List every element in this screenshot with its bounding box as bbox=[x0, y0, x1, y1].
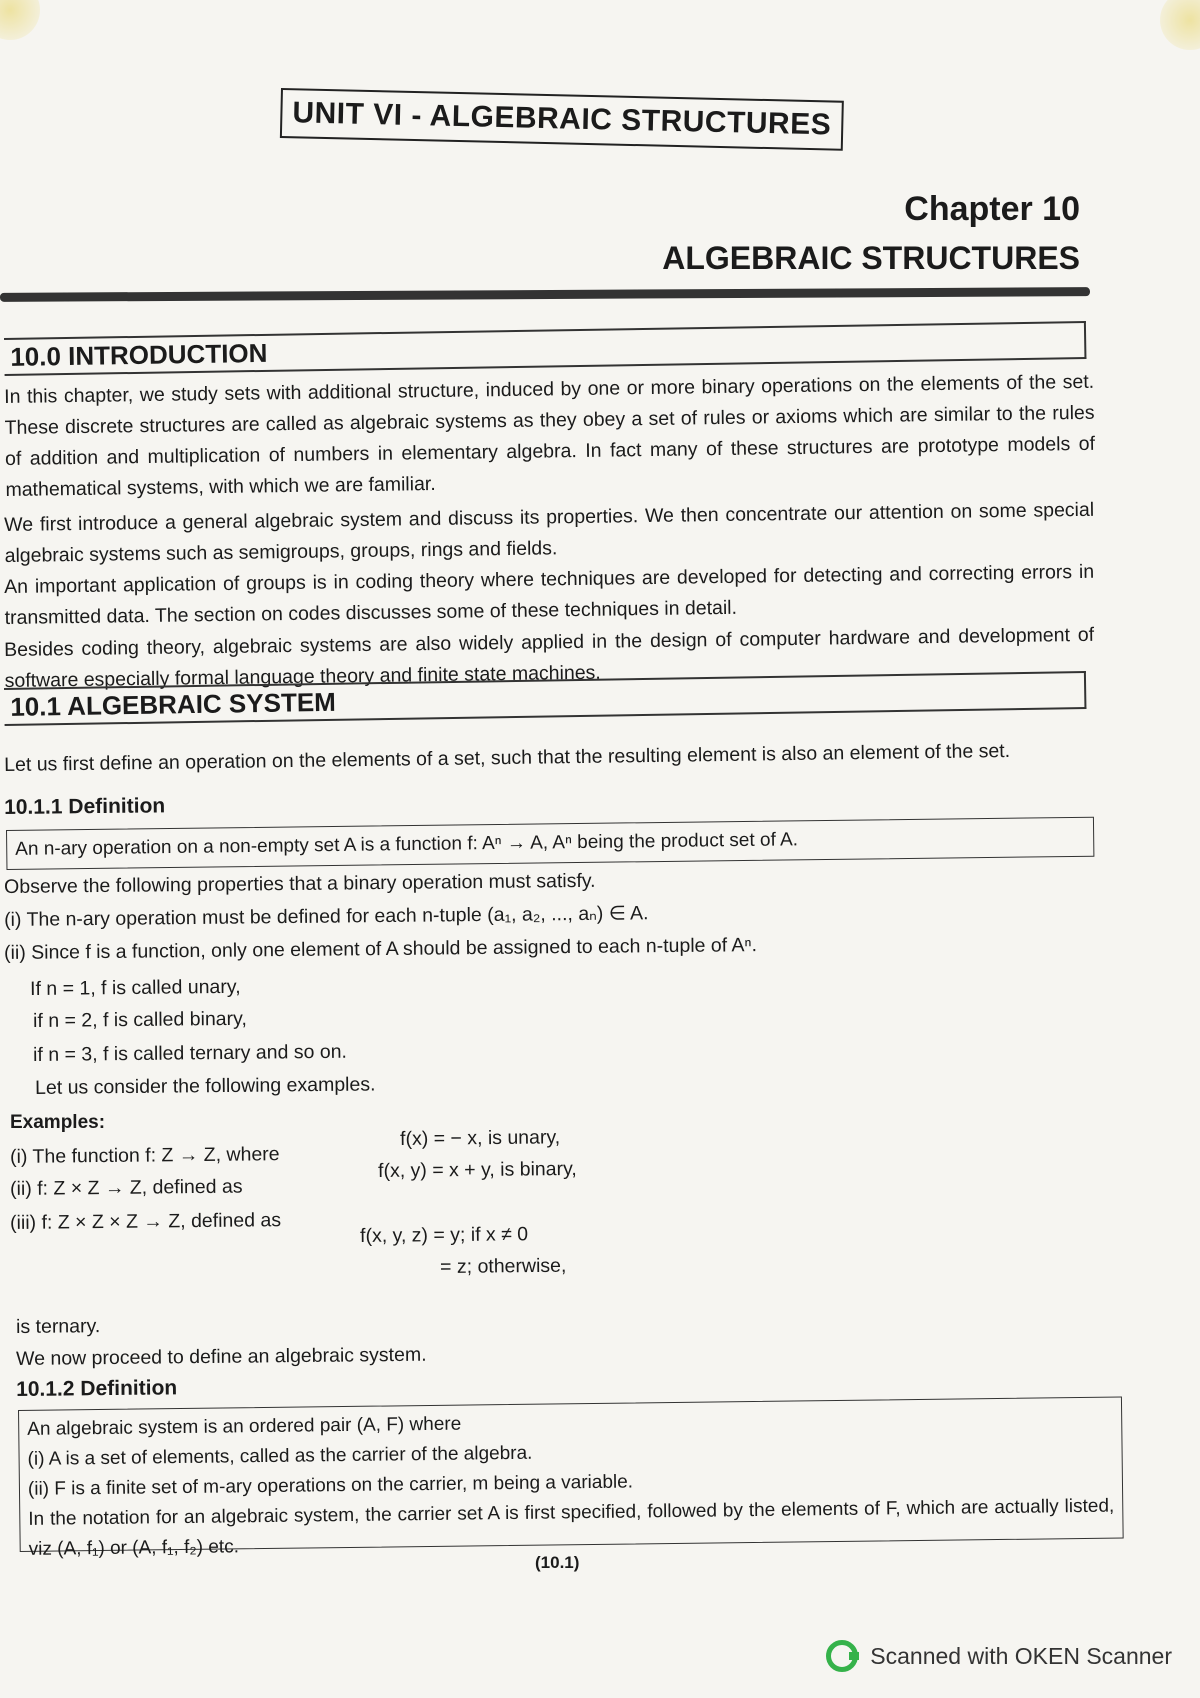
page-number: (10.1) bbox=[535, 1553, 580, 1572]
observe-text: Observe the following properties that a binary operation must satisfy. bbox=[4, 869, 596, 898]
case-ternary: if n = 3, f is called ternary and so on. bbox=[33, 1040, 348, 1066]
unit-title: UNIT VI - ALGEBRAIC STRUCTURES bbox=[280, 88, 844, 151]
intro-heading: 10.0 INTRODUCTION bbox=[10, 337, 268, 372]
scanner-label: Scanned with OKEN Scanner bbox=[870, 1642, 1172, 1669]
def2-heading: 10.1.2 Definition bbox=[16, 1376, 178, 1401]
intro-paragraph-4: Besides coding theory, algebraic systems are also widely applied in the design of computer hardware and development of software especially formal language theory and finite state machines. bbox=[4, 623, 1095, 692]
def2-line-2: (i) A is a set of elements, called as the carrier of the algebra. bbox=[27, 1442, 533, 1470]
intro-paragraph-1: In this chapter, we study sets with additional structure, induced by one or more binary operations on the elements of the set. These discrete structures are called as algebraic systems as they obey a set of rules or axioms which are similar to the rules of addition and multiplication of numbers in elementary algebra. In fact many of these structures are prototype models of mathematical systems, with which we are familiar. bbox=[4, 370, 1096, 501]
examples-label: Examples: bbox=[10, 1112, 106, 1133]
case-unary: If n = 1, f is called unary, bbox=[30, 975, 241, 1000]
example-left-1: (i) The function f: Z → Z, where bbox=[10, 1143, 280, 1168]
scanner-watermark bbox=[826, 1640, 1172, 1672]
paper-stain bbox=[0, 0, 40, 40]
def1-box bbox=[6, 817, 1094, 870]
property-i: (i) The n-ary operation must be defined for each n-tuple (a₁, a₂, ..., aₙ) ∈ A. bbox=[4, 902, 649, 931]
example-right-1: f(x) = − x, is unary, bbox=[400, 1126, 561, 1150]
proceed-text: We now proceed to define an algebraic system. bbox=[16, 1343, 427, 1370]
example-right-4: = z; otherwise, bbox=[440, 1254, 567, 1278]
oken-logo-icon bbox=[826, 1640, 858, 1672]
example-right-3: f(x, y, z) = y; if x ≠ 0 bbox=[360, 1223, 529, 1247]
chapter-title: ALGEBRAIC STRUCTURES bbox=[662, 240, 1080, 276]
def1-heading: 10.1.1 Definition bbox=[4, 794, 166, 819]
property-ii: (ii) Since f is a function, only one element of A should be assigned to each n-tuple of Aⁿ. bbox=[4, 934, 758, 964]
consider-text: Let us consider the following examples. bbox=[35, 1073, 376, 1099]
intro-paragraph-2: We first introduce a general algebraic system and discuss its properties. We then concentrate our attention on some special algebraic systems such as semigroups, groups, rings and fields. bbox=[4, 498, 1095, 567]
example-right-2: f(x, y) = x + y, is binary, bbox=[378, 1157, 577, 1182]
chapter-divider bbox=[0, 287, 1090, 302]
def2-line-4: In the notation for an algebraic system, the carrier set A is first specified, followed by the elements of F, which are actually listed, viz (A, f₁) or (A, f₁, f₂) etc. bbox=[28, 1495, 1115, 1560]
alg-heading: 10.1 ALGEBRAIC SYSTEM bbox=[10, 686, 337, 722]
chapter-number: Chapter 10 bbox=[904, 190, 1080, 228]
paper-stain bbox=[1160, 0, 1200, 50]
intro-paragraph-3: An important application of groups is in coding theory where techniques are developed for detecting and correcting errors in transmitted data. The section on codes discusses some of these techniques in detail. bbox=[4, 560, 1095, 629]
def2-line-3: (ii) F is a finite set of m-ary operations on the carrier, m being a variable. bbox=[27, 1471, 634, 1500]
def2-box bbox=[18, 1397, 1124, 1560]
def2-line-1: An algebraic system is an ordered pair (A, F) where bbox=[27, 1413, 462, 1440]
is-ternary-text: is ternary. bbox=[16, 1315, 101, 1338]
example-left-3: (iii) f: Z × Z × Z → Z, defined as bbox=[10, 1209, 282, 1234]
case-binary: if n = 2, f is called binary, bbox=[33, 1007, 247, 1032]
def1-text: An n-ary operation on a non-empty set A is a function f: Aⁿ → A, Aⁿ being the product set of A. bbox=[15, 829, 799, 860]
alg-intro: Let us first define an operation on the elements of a set, such that the resulting element is also an element of the set. bbox=[4, 739, 1011, 776]
example-left-2: (ii) f: Z × Z → Z, defined as bbox=[10, 1175, 243, 1200]
intro-heading-box bbox=[4, 321, 1086, 376]
